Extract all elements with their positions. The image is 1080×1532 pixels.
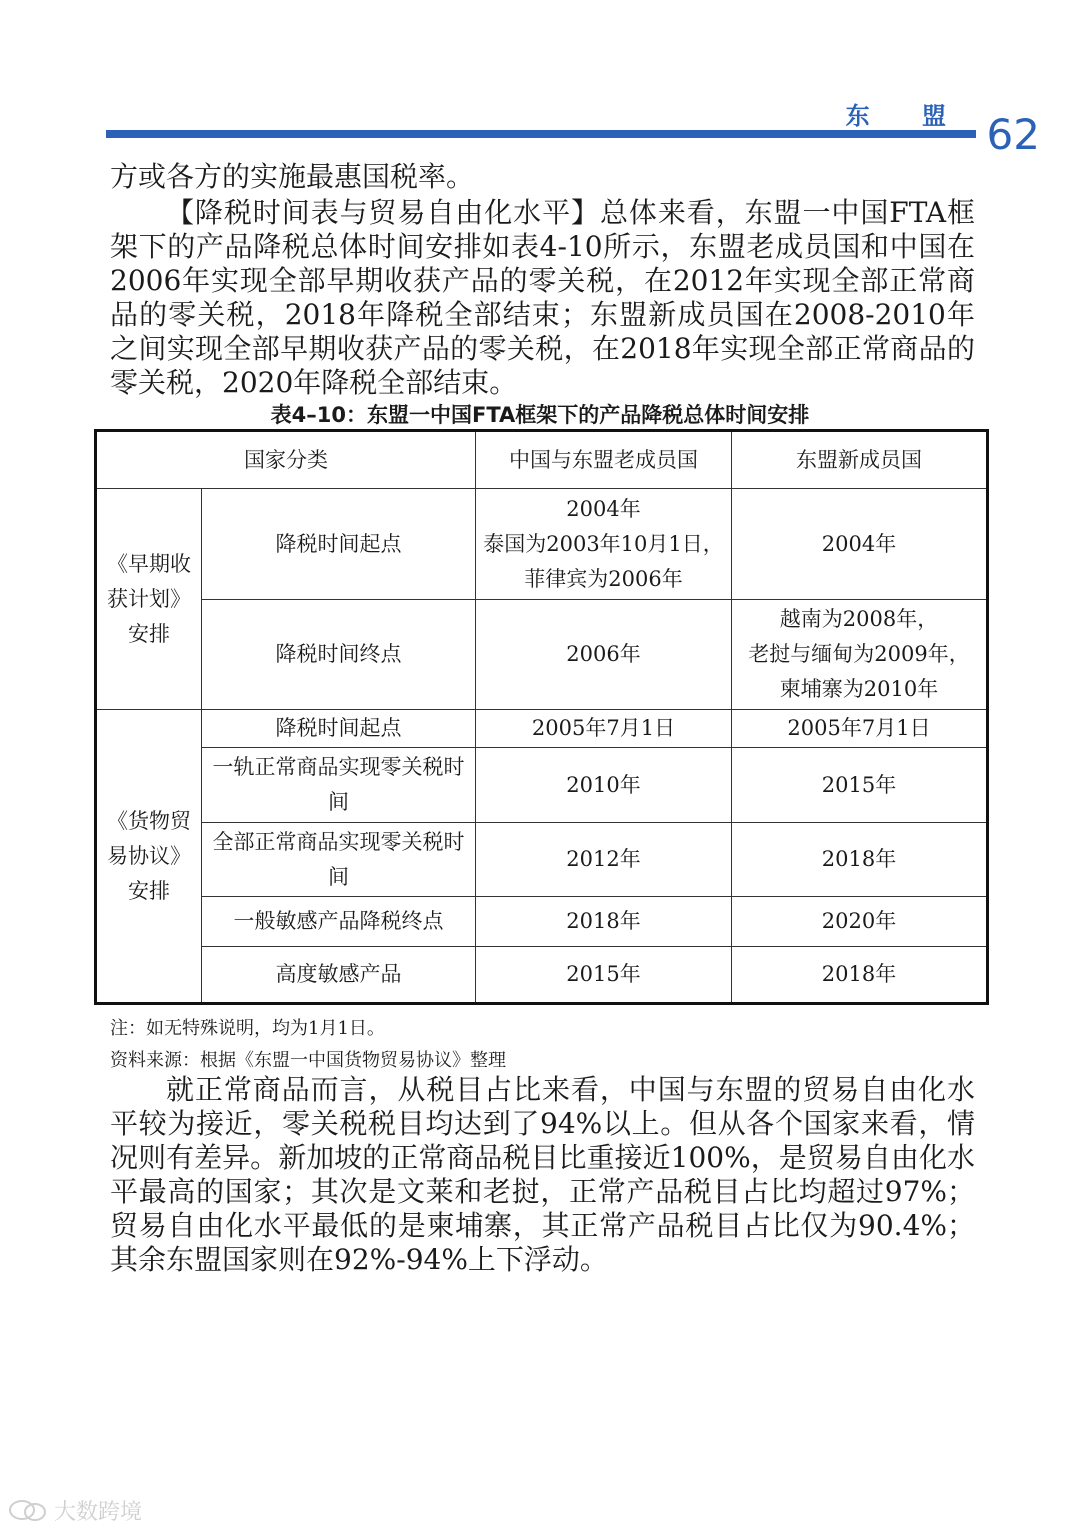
header-category: 国家分类 (96, 431, 476, 489)
watermark-text: 大数跨境 (54, 1500, 143, 1525)
table-caption: 表4–10：东盟一中国FTA框架下的产品降税总体时间安排 (270, 403, 810, 427)
table-notes (110, 1013, 975, 1077)
table-source: 资料来源：根据《东盟一中国货物贸易协议》整理 (110, 1050, 506, 1071)
row-old-value: 2012年 (476, 823, 732, 897)
paragraph-analysis: 就正常商品而言，从税目占比来看，中国与东盟的贸易自由化水平较为接近，零关税税目均达到了94%以上。但从各个国家来看，情况则有差异。新加坡的正常商品税目比重接近100%，是贸易自由化水平最高的国家；其次是文莱和老挝，正常产品税目占比均超过97%；贸易自由化水平最低的是柬埔寨，其正常产品税目占比仅为90.4%；其余东盟国家则在92%-94%上下浮动。 (110, 1073, 975, 1276)
table-row (96, 489, 988, 600)
tariff-schedule-table (94, 429, 989, 1005)
table-row (96, 823, 988, 897)
row-item: 降税时间起点 (202, 489, 476, 600)
paragraph-schedule: 【降税时间表与贸易自由化水平】总体来看，东盟一中国FTA框架下的产品降税总体时间安排如表4-10所示，东盟老成员国和中国在2006年实现全部早期收获产品的零关税，在2012年实现全部正常商品的零关税，2018年降税全部结束；东盟新成员国在2008-2010年之间实现全部早期收获产品的零关税，在2018年实现全部正常商品的零关税，2020年降税全部结束。 (110, 196, 975, 399)
table-note: 注：如无特殊说明，均为1月1日。 (110, 1018, 385, 1039)
table-row (96, 897, 988, 947)
row-item: 高度敏感产品 (202, 947, 476, 1004)
group-label-early-harvest: 《早期收获计划》安排 (96, 489, 202, 710)
watermark (8, 1495, 142, 1526)
paragraph-intro: 方或各方的实施最惠国税率。 (110, 160, 475, 193)
row-old-value: 2006年 (476, 600, 732, 710)
page-number: 62 (986, 110, 1040, 159)
header-new-members: 东盟新成员国 (732, 431, 988, 489)
table-row (96, 710, 988, 748)
table-header-row (96, 431, 988, 489)
row-new-value: 越南为2008年， 老挝与缅甸为2009年， 柬埔寨为2010年 (732, 600, 988, 710)
row-old-value: 2018年 (476, 897, 732, 947)
row-new-value: 2004年 (732, 489, 988, 600)
table-row (96, 748, 988, 823)
row-item: 降税时间起点 (202, 710, 476, 748)
row-old-value: 2004年 泰国为2003年10月1日，菲律宾为2006年 (476, 489, 732, 600)
header-old-members: 中国与东盟老成员国 (476, 431, 732, 489)
row-old-value: 2015年 (476, 947, 732, 1004)
row-item: 一轨正常商品实现零关税时间 (202, 748, 476, 823)
group-label-goods-agreement: 《货物贸易协议》安排 (96, 710, 202, 1004)
row-new-value: 2018年 (732, 947, 988, 1004)
row-new-value: 2005年7月1日 (732, 710, 988, 748)
section-title: 东 盟 (845, 102, 968, 130)
row-new-value: 2018年 (732, 823, 988, 897)
table-row (96, 947, 988, 1004)
table-row (96, 600, 988, 710)
chat-bubble-logo-icon (8, 1498, 48, 1524)
row-old-value: 2010年 (476, 748, 732, 823)
row-item: 一般敏感产品降税终点 (202, 897, 476, 947)
row-old-value: 2005年7月1日 (476, 710, 732, 748)
row-item: 降税时间终点 (202, 600, 476, 710)
row-new-value: 2020年 (732, 897, 988, 947)
row-item: 全部正常商品实现零关税时间 (202, 823, 476, 897)
row-new-value: 2015年 (732, 748, 988, 823)
header-rule (106, 130, 976, 138)
